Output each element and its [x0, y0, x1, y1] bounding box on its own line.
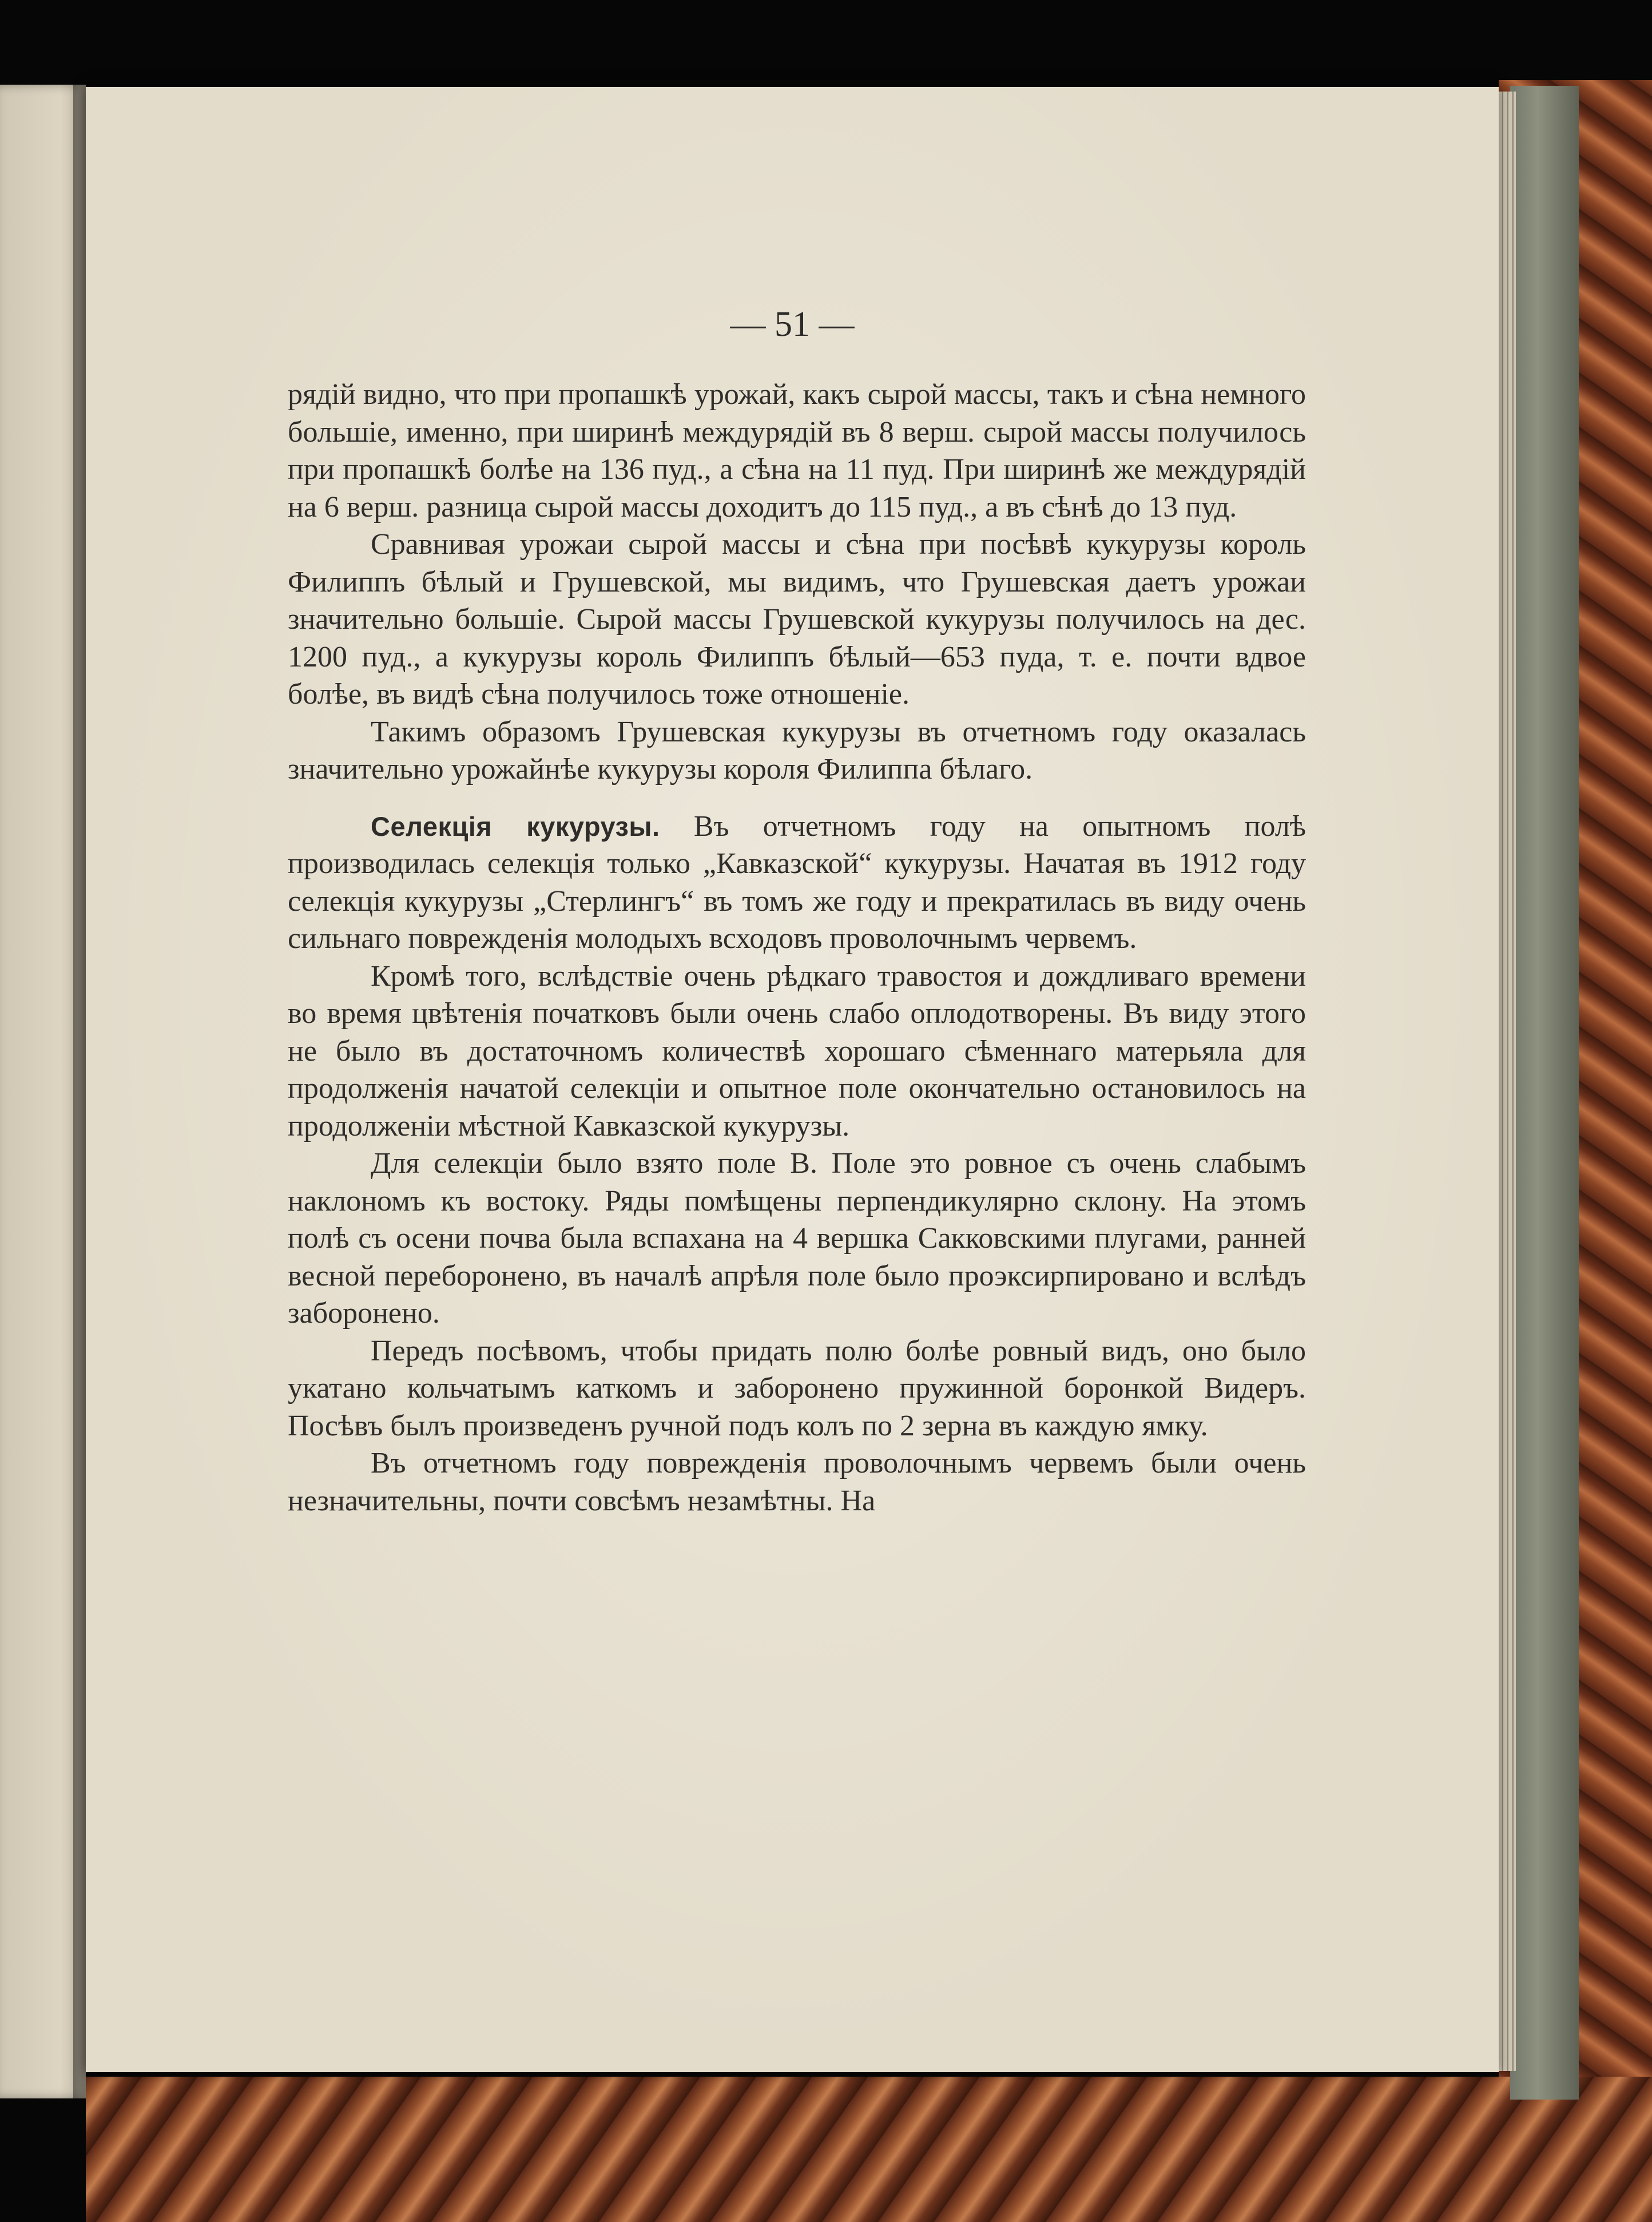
- paragraph-2: Сравнивая урожаи сырой массы и сѣна при посѣвѣ кукурузы король Филиппъ бѣлый и Грушевской, мы видимъ, что Грушевская даетъ урожаи значительно большіе. Сырой массы Грушевской кукурузы получилось на дес. 1200 пуд., а кукурузы король Филиппъ бѣлый—653 пуда, т. е. почти вдвое болѣе, въ видѣ сѣна получилось тоже отношеніе.: [288, 528, 1306, 711]
- section-heading: Селекція кукурузы.: [371, 811, 660, 842]
- paragraph-6: Для селекціи было взято поле В. Поле это ровное съ очень слабымъ наклономъ къ востоку. Ряды помѣщены перпендикулярно склону. На этомъ полѣ съ осени почва была вспахана на 4 вершка Сакковскими плугами, ранней весной переборонено, въ началѣ апрѣля поле было проэксирпировано и вслѣдъ заборонено.: [288, 1147, 1306, 1330]
- paragraph-1: рядій видно, что при пропашкѣ урожай, какъ сырой массы, такъ и сѣна немного большіе, именно, при ширинѣ междурядій въ 8 верш. сырой массы получилось при пропашкѣ болѣе на 136 пуд., а сѣна на 11 пуд. При ширинѣ же междурядій на 6 верш. разница сырой массы доходитъ до 115 пуд., а въ сѣнѣ до 13 пуд.: [288, 378, 1306, 523]
- marbled-cover-bottom: [86, 2077, 1652, 2222]
- paragraph-8: Въ отчетномъ году поврежденія проволочнымъ червемъ были очень незначительны, почти совсѣмъ незамѣтны. На: [288, 1447, 1306, 1517]
- paragraph-3: Такимъ образомъ Грушевская кукурузы въ отчетномъ году оказалась значительно урожайнѣе кукурузы короля Филиппа бѣлаго.: [288, 715, 1306, 785]
- paragraph-5: Кромѣ того, вслѣдствіе очень рѣдкаго травостоя и дождливаго времени во время цвѣтенія початковъ были очень слабо оплодотворены. Въ виду этого не было въ достаточномъ количествѣ хорошаго сѣменнаго матерьяла для продолженія начатой селекціи и опытное поле окончательно остановилось на продолженіи мѣстной Кавказской кукурузы.: [288, 959, 1306, 1142]
- body-text: [288, 376, 1306, 1519]
- cloth-binding-band: [1510, 86, 1579, 2100]
- paragraph-7: Передъ посѣвомъ, чтобы придать полю болѣе ровный видъ, оно было укатано кольчатымъ каткомъ и заборонено пружинной боронкой Видеръ. Посѣвъ былъ произведенъ ручной подъ колъ по 2 зерна въ каждую ямку.: [288, 1334, 1306, 1442]
- paragraph-4: [288, 808, 1306, 958]
- book-page: [86, 87, 1499, 2072]
- paragraph-4-text: Въ отчетномъ году на опытномъ полѣ производилась селекція только „Кавказской“ кукурузы. Начатая въ 1912 году селекція кукурузы „Стерлингъ“ въ томъ же году и прекратилась въ виду очень сильнаго поврежденія молодыхъ всходовъ проволочнымъ червемъ.: [288, 810, 1306, 955]
- page-number: — 51 —: [730, 305, 855, 344]
